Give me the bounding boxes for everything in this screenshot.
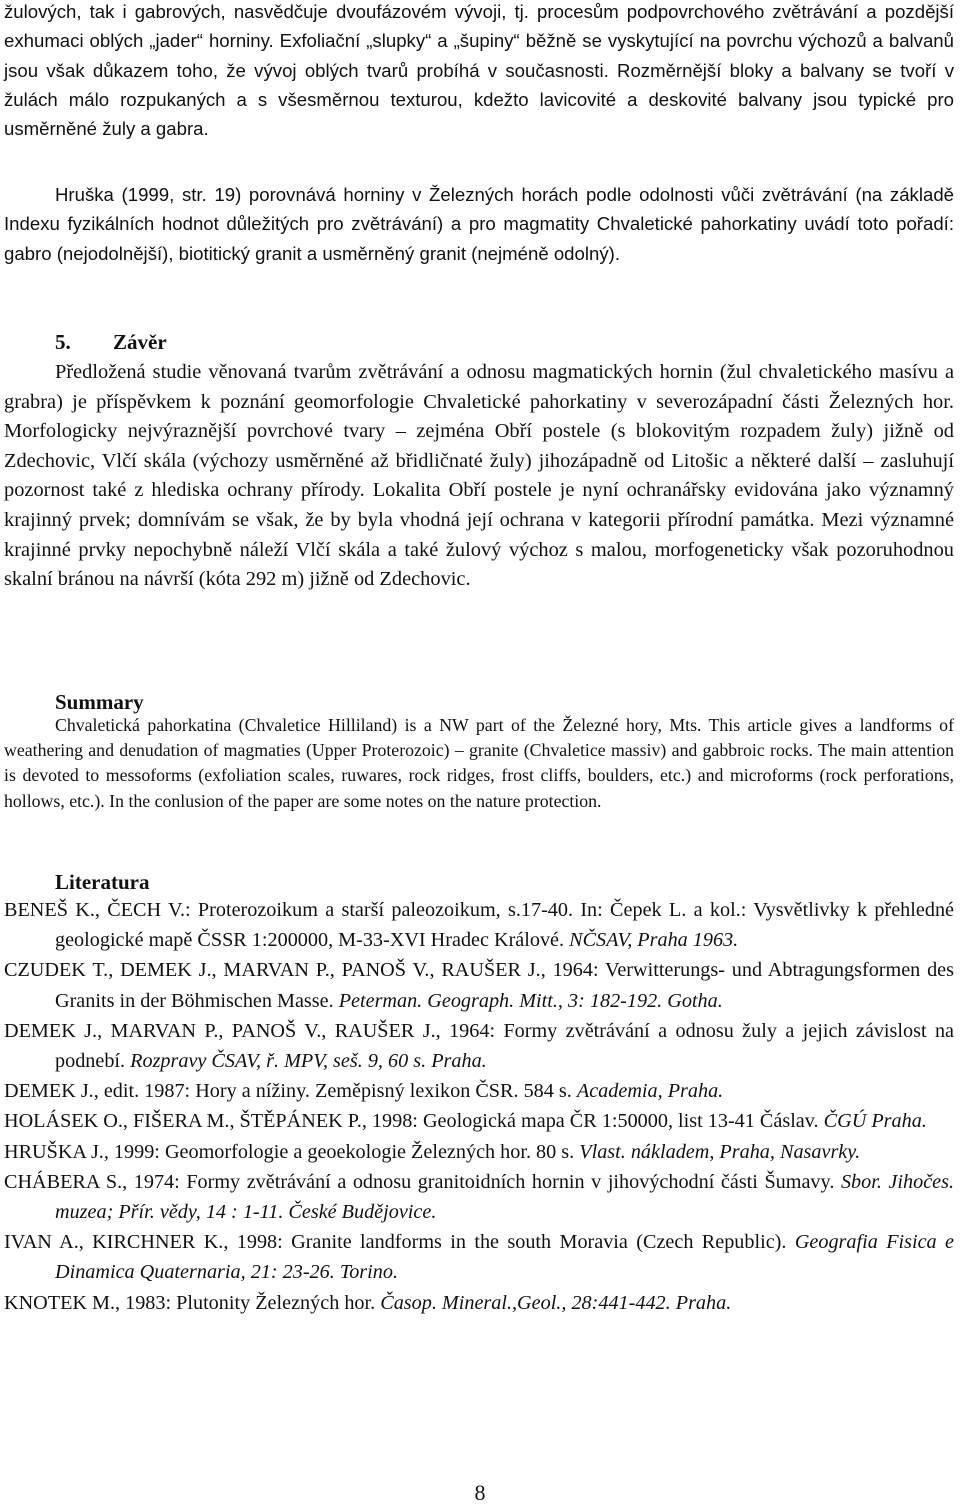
reference-item — [4, 1288, 954, 1318]
summary-text: Chvaletická pahorkatina (Chvaletice Hilliland) is a NW part of the Železné hory, Mts. This article gives a landforms of weathering and denudation of magmaties (Upper Proterozoic) – granite (Chvaletice massiv) and gabbroic rocks. The main attention is devoted to messoforms (exfoliation scales, ruwares, rock ridges, frost cliffs, boulders, etc.) and microforms (rock perforations, hollows, etc.). In the conlusion of the paper are some notes on the nature protection. — [4, 715, 954, 811]
reference-item — [4, 1167, 954, 1227]
reference-main: DEMEK J., MARVAN P., PANOŠ V., RAUŠER J., 1964: Formy zvětrávání a odnosu žuly a jejich závislost na podnebí. — [4, 1019, 954, 1073]
body-paragraph-continued: žulových, tak i gabrových, nasvědčuje dvoufázovém vývoji, tj. procesům podpovrchového zvětrávání a pozdější exhumaci oblých „jader“ horniny. Exfoliační „slupky“ a „šupiny“ běžně se vyskytující na povrchu výchozů a balvanů jsou však důkazem toho, že vývoj oblých tvarů probíhá v současnosti. Rozměrnější bloky a balvany se tvoří v žulách málo rozpukaných a s všesměrnou texturou, kdežto lavicovité a deskovité balvany jsou typické pro usměrněné žuly a gabra. — [4, 1, 954, 140]
reference-item — [4, 1137, 954, 1167]
reference-main: DEMEK J., edit. 1987: Hory a nížiny. Zeměpisný lexikon ČSR. 584 s. — [4, 1080, 572, 1103]
reference-item — [4, 1076, 954, 1106]
reference-main: CZUDEK T., DEMEK J., MARVAN P., PANOŠ V., RAUŠER J., 1964: Verwitterungs- und Abtragungsformen des Granits in der Böhmischen Masse. — [4, 959, 954, 1012]
reference-main: IVAN A., KIRCHNER K., 1998: Granite landforms in the south Moravia (Czech Republic). — [4, 1231, 787, 1254]
reference-source: Geografia Fisica e Dinamica Quaternaria, 21: 23-26. Torino. — [55, 1231, 954, 1284]
section-heading-literature: Literatura — [55, 870, 150, 894]
section-heading-conclusion — [55, 329, 167, 355]
reference-source: Rozpravy ČSAV, ř. MPV, seš. 9, 60 s. Praha. — [130, 1050, 487, 1073]
reference-source: Časop. Mineral.,Geol., 28:441-442. Praha. — [380, 1291, 732, 1314]
body-paragraph-hruska: Hruška (1999, str. 19) porovnává horniny v Železných horách podle odolnosti vůči zvětrávání (na základě Indexu fyzikálních hodnot důležitých pro zvětrávání) a pro magmatity Chvaletické pahorkatiny uvádí toto pořadí: gabro (nejodolnější), biotitický granit a usměrněný granit (nejméně odolný). — [4, 184, 954, 264]
reference-item — [4, 1227, 954, 1287]
page-number: 8 — [474, 1480, 486, 1505]
reference-item — [4, 1106, 954, 1136]
reference-source: Sbor. Jihočes. muzea; Přír. vědy, 14 : 1-11. České Budějovice. — [55, 1170, 955, 1224]
reference-main: CHÁBERA S., 1974: Formy zvětrávání a odnosu granitoidních hornin v jihovýchodní části Šumavy. — [4, 1170, 835, 1193]
reference-main: BENEŠ K., ČECH V.: Proterozoikum a starší paleozoikum, s.17-40. In: Čepek L. a kol.: Vysvětlivky k přehledné geologické mapě ČSSR 1:200000, M-33-XVI Hradec Králové. — [4, 899, 954, 952]
reference-source: Vlast. nákladem, Praha, Nasavrky. — [579, 1140, 861, 1163]
conclusion-text: Předložená studie věnovaná tvarům zvětrávání a odnosu magmatických hornin (žul chvaletického masívu a grabra) je příspěvkem k poznání geomorfologie Chvaletické pahorkatiny v severozápadní části Železných hor. Morfologicky nejvýraznější povrchové tvary – zejména Obří postele (s blokovitým rozpadem žuly) jižně od Zdechovic, Vlčí skála (výchozy usměrněné až břidličnaté žuly) jihozápadně od Litošic a některé další – zasluhují pozornost také z hlediska ochrany přírody. Lokalita Obří postele je nyní ochranářsky evidována jako významný krajinný prvek; domnívám se však, že by byla vhodná její ochrana v kategorii přírodní památka. Mezi významné krajinné prvky nepochybně náleží Vlčí skála a také žulový výchoz s malou, morfogeneticky však pozoruhodnou skalní bránou na návrší (kóta 292 m) jižně od Zdechovic. — [4, 361, 954, 591]
reference-source: ČGÚ Praha. — [823, 1110, 927, 1133]
reference-main: HRUŠKA J., 1999: Geomorfologie a geoekologie Železných hor. 80 s. — [4, 1140, 575, 1163]
reference-item — [4, 895, 954, 955]
reference-main: KNOTEK M., 1983: Plutonity Železných hor. — [4, 1291, 376, 1314]
reference-source: NČSAV, Praha 1963. — [569, 929, 739, 952]
reference-source: Academia, Praha. — [576, 1080, 724, 1103]
reference-list — [4, 895, 954, 1318]
section-heading-summary: Summary — [55, 690, 144, 714]
reference-source: Peterman. Geograph. Mitt., 3: 182-192. Gotha. — [338, 989, 723, 1012]
section-number: 5. — [55, 330, 71, 354]
reference-item — [4, 955, 954, 1015]
section-title: Závěr — [113, 330, 167, 354]
reference-main: HOLÁSEK O., FIŠERA M., ŠTĚPÁNEK P., 1998: Geologická mapa ČR 1:50000, list 13-41 Čáslav. — [4, 1110, 819, 1133]
reference-item — [4, 1016, 954, 1076]
